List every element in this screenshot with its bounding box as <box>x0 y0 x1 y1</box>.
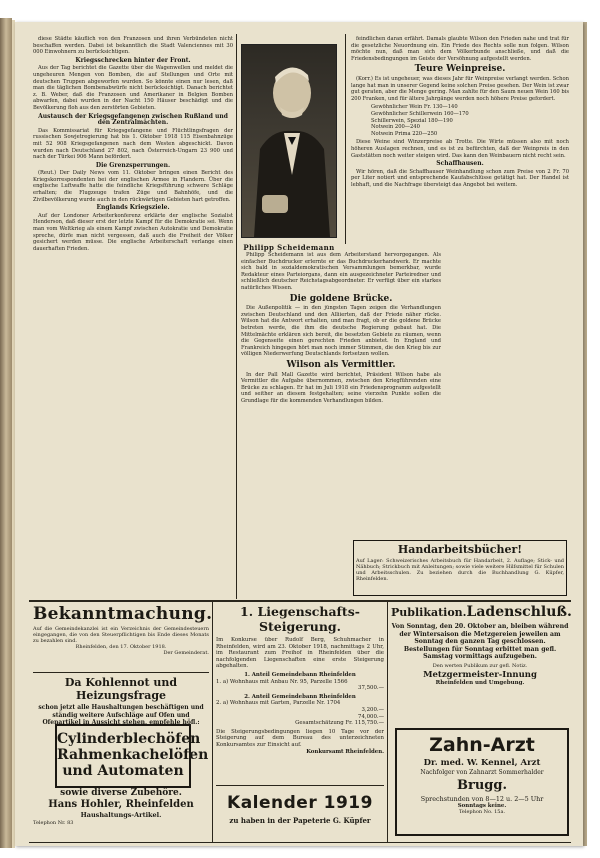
column-rule-2 <box>345 34 346 244</box>
ad-column-rule-1 <box>212 602 213 842</box>
zahnarzt-sub: Nachfolger von Zahnarzt Sommerhalder <box>420 769 544 776</box>
wine-price-row: Notwein 200—240 <box>371 124 420 131</box>
col1-text-4: Auf der Londoner Arbeiterkonferenz erklärte der englische Sozialist Henderson, daß dieser erst der letzte Kampf für die Demokratie sei. Wenn man vom Weltkrieg als einem Kampf zwischen Autokratie und Demokratie spreche, dürfe man nicht vergessen, daß auch die Freiheit der Völker gesichert werden müsse. Die englische Arbeiterschaft verlange einen dauerhaften Frieden. <box>33 212 233 252</box>
column-3 <box>351 36 569 536</box>
col2-text-1: Die Außenpolitik — in den jüngsten Tagen zeigen die Verhandlungen zwischen Deutschland und den Alliierten, daß der Friede näher rücke. Wilson hat die Antwort erhalten, und man fragt, ob er die goldene Brücke betreten werde, die ihm die deutsche Regierung gebaut hat. Die Mittelmächte erklären sich bereit, die besetzten Gebiete zu räumen, wenn die Gegenseite einen gerechten Frieden anbietet. In England und Frankreich hingegen hört man noch immer Stimmen, die den Krieg bis zur völligen Niederwerfung Deutschlands fortsetzen wollen. <box>241 305 441 358</box>
col2-text-2: In der Pall Mall Gazette wird berichtet, Präsident Wilson habe als Vermittler die Aufgabe übernommen, zwischen den Kriegführenden eine Brücke zu schlagen. Er hat im Juli 1918 ein Friedensprogramm aufgestellt und seither an diesem festgehalten; seine vierzehn Punkte sollen die Grundlage für die kommenden Verhandlungen bilden. <box>241 371 441 404</box>
bekanntmachung-place: Rheinfelden, den 17. Oktober 1918. <box>75 644 167 650</box>
wine-price-row: Gewöhnlicher Wein Fr. 130—140 <box>371 104 458 111</box>
handarbeit-title: Handarbeitsbücher! <box>397 543 523 556</box>
ladenschluss-title-2: Ladenschluß. <box>466 604 572 620</box>
ofen-line-1: Cylinderblechöfen <box>57 731 201 747</box>
hohler-sub: Haushaltungs-Artikel. <box>80 811 162 819</box>
kohlennot-title: Da Kohlennot und Heizungsfrage <box>64 676 178 702</box>
ofen-line-3: und Automaten <box>62 763 184 779</box>
liegenschaft-total-value: 115,750.— <box>354 720 384 727</box>
ladenschluss-header <box>391 604 572 620</box>
liegenschaft-total-label: Gesamtschätzung Fr. <box>295 720 353 727</box>
col1-lead: diese Städte käuflich von den Franzosen und ihren Verbündeten nicht beschaffen werden. Dabei ist bekanntlich die Stadt Valenciennes mit 30 000 Einwohnern zu berücksichtigen. <box>33 36 233 56</box>
scheidemann-portrait <box>241 44 337 238</box>
bekanntmachung-title: Bekanntmachung. <box>33 604 213 624</box>
zahnarzt-phone: Telephon No. 15a. <box>458 809 506 815</box>
ladenschluss-note: Den werten Publikum zur gefl. Notiz. <box>432 662 528 669</box>
ladenschluss-ad <box>391 604 572 722</box>
ad-divider-1a <box>33 672 209 673</box>
liegenschaft-item-1: 1. a) Wohnhaus mit Anbau Nr. 95, Parzelle 1566 <box>216 678 348 685</box>
kohlennot-ad <box>33 676 209 726</box>
ads-top-rule <box>29 600 571 602</box>
zahnarzt-ad <box>395 728 569 836</box>
ladenschluss-sign: Metzgermeister-Innung <box>423 669 537 680</box>
ofen-box <box>55 724 209 788</box>
hohler-name: Hans Hohler, Rheinfelden <box>48 799 194 810</box>
ad-divider-2 <box>216 785 384 786</box>
zahnarzt-name: Dr. med. W. Kennel, Arzt <box>423 758 541 768</box>
col3-heading-1: Teure Weinpreise. <box>414 64 506 75</box>
liegenschaft-sign: Konkursamt Rheinfelden. <box>306 748 384 755</box>
col1-heading-3: Die Grenzsperrungen. <box>95 161 171 169</box>
col1-heading-1: Kriegsschrecken hinter der Front. <box>75 56 191 64</box>
zahnarzt-title: Zahn-Arzt <box>429 734 535 756</box>
col2-heading-2: Wilson als Vermittler. <box>286 359 396 370</box>
col2-heading-1: Die goldene Brücke. <box>289 293 393 304</box>
wine-price-row: Notwein Prima 220—250 <box>371 130 438 137</box>
photo-caption: Philipp Scheidemann <box>243 243 335 252</box>
liegenschaft-sub-1: 1. Anteil Gemeindebann Rheinfelden <box>244 671 356 678</box>
bekanntmachung-text: Auf die Gemeindekanzlei ist ein Verzeichnis der Gemeindesteuern eingegangen, die von den Steuerpflichtigen bis Ende dieses Monats zu bezahlen sind. <box>33 626 209 644</box>
ladenschluss-title-1: Publikation. <box>391 606 467 619</box>
col1-text-1: Aus der Tag berichtet die Gazette über die Wagenwellen und meldet die ungeheuren Mengen von Bomben, die auf Stellungen und Orte mit deutschen Truppen abgeworfen wurden. So könnte einen nur lesen, daß man die täglichen Bombenabwürfe nicht berücksichtigt. Danach berichtet z. B. Weber, daß die Franzosen und Amerikaner in Belgien Bomben abwarfen, dabei wurden in der Nacht 150 Häuser beschädigt und die Bevölkerung floh aus den zerstörten Gebieten. <box>33 65 233 111</box>
kalender-sub: zu haben in der Papeterie G. Küpfer <box>229 816 371 825</box>
liegenschaft-conditions: Die Steigerungsbedingungen liegen 10 Tage vor der Steigerung auf dem Bureau des unterzeichneten Konkursamtes zur Einsicht auf. <box>216 728 384 748</box>
zahnarzt-sunday: Sonntags keine. <box>457 803 507 809</box>
book-spine <box>583 22 587 846</box>
col3-text-1: (Korr.) Es ist ungeheuer, was dieses Jahr für Weinpreise verlangt werden. Schon lange hat man in unserer Gegend keine solchen Preise gesehen. Der Wein ist zwar gut geraten, aber die Menge gering. Man zahlte für den Saum neuen Wein 160 bis 200 Franken, und für ältere Jahrgänge werden noch höhere Preise gefordert. <box>351 75 569 102</box>
wine-price-row: Schillerwein, Spezial 180—190 <box>371 117 453 124</box>
zahnarzt-hours: Sprechstunden von 8—12 u. 2—5 Uhr <box>420 795 544 803</box>
ladenschluss-sign-2: Rheinfelden und Umgebung. <box>435 679 525 686</box>
col3-heading-2: Schaffhausen. <box>436 160 484 168</box>
column-1 <box>33 36 233 596</box>
bekanntmachung-ad <box>33 604 213 670</box>
col1-text-3: (Reut.) Der Daily News vom 11. Oktober bringen einen Bericht des Kriegskorrespondenten bei der englischen Armee in Flandern. Über die englische Luftwaffe hatte die feindliche Kriegsführung schwere Schläge erhalten; die Flugzeuge trafen Züge und Bahnhöfe, und die Zivilbevölkerung wurde auch in den rückwärtigen Gebieten hart getroffen. <box>33 170 233 203</box>
handarbeit-ad <box>353 540 567 596</box>
col3-lead: feindlichen daran erfährt. Damals glaubte Wilson den Frieden nahe und trat für die gesetzliche Neuordnung ein. Ein Friede des Rechts solle nun folgen. Wilson möchte nun, daß man sich dem Völkerbunde anschließe, und daß die Friedensbedingungen im Geiste der Versöhnung aufgestellt werden. <box>351 36 569 62</box>
hohler-ad <box>33 788 209 838</box>
wine-price-list <box>371 104 569 137</box>
liegenschaft-total <box>216 720 384 727</box>
liegenschaft-ad <box>216 604 384 782</box>
liegenschaft-value-1: 37,500.— <box>358 685 384 692</box>
col1-text-2: Das Kommissariat für Kriegsgefangene und Flüchtlingsfragen der russischen Sowjetregierung hat bis 1. Oktober 1918 115 Eisenbahnzüge mit 52 908 Kriegsgefangenen nach dem Westen abgeschickt. Davon wurden nach Deutschland 27 802, nach Österreich-Ungarn 23 900 und nach der Türkei 906 Mann befördert. <box>33 127 233 161</box>
liegenschaft-value-2: 3,200.— <box>361 706 384 713</box>
hohler-text: sowie diverse Zubehöre. <box>60 788 182 798</box>
ad-column-rule-2 <box>387 602 388 842</box>
ladenschluss-text: Von Sonntag, den 20. Oktober an, bleiben während der Wintersaison die Metzgereien jeweilen am Sonntag den ganzen Tag geschlossen. Bestellungen für Sonntag erbittet man gefl. Samstag vormittags aufzugeben. <box>391 623 569 661</box>
handarbeit-text: Auf Lager: Schweizerisches Arbeitsbuch für Handarbeit, 2. Auflage; Stick- und Nähbuch; Strickbuch mit Anleitungen; sowie viele weitere Hilfsmittel für Schulen und Arbeitsschulen. Zu beziehen durch die Buchhandlung G. Küpfer, Rheinfelden. <box>356 558 564 582</box>
zahnarzt-town: Brugg. <box>457 778 507 793</box>
bekanntmachung-sign: Der Gemeinderat. <box>163 650 209 656</box>
portrait-figure <box>242 45 336 237</box>
liegenschaft-sub-2: 2. Anteil Gemeindebann Rheinfelden <box>244 693 356 700</box>
col2-intro: Philipp Scheidemann ist aus dem Arbeiterstand hervorgegangen. Als einfacher Buchdrucker erlernte er das Buchdruckerhandwerk. Er machte sich bald in sozialdemokratischen Versammlungen bemerkbar, wurde Redakteur eines Parteiorgans, dann ein ausgezeichneter Parteiredner und schließlich deutscher Reichstagsabgeordneter. Er verfügt über ein starkes natürliches Wissen. <box>241 252 441 291</box>
liegenschaft-item-2: 2. a) Wohnhaus mit Garten, Parzelle Nr. 1704 <box>216 700 341 707</box>
kalender-ad <box>216 789 384 839</box>
column-rule-1 <box>236 34 237 599</box>
newspaper-page <box>15 22 583 846</box>
liegenschaft-text: Im Konkurse über Rudolf Berg, Schuhmacher in Rheinfelden, wird am 23. Oktober 1918, nachmittags 2 Uhr, im Restaurant zum Freihof in Rheinfelden über die nachfolgenden Liegenschaften eine erste Steigerung abgehalten. <box>216 637 384 670</box>
kalender-title: Kalender 1919 <box>227 793 373 813</box>
col1-heading-2: Austausch der Kriegsgefangenen zwischen Rußland und den Zentralmächten. <box>38 112 228 127</box>
ads-bottom-rule <box>29 842 571 843</box>
ofen-line-2: Rahmenkachelöfen <box>57 747 209 763</box>
col3-text-3: Wir hören, daß die Schaffhauser Weinhandlung schon zum Preise von 2 Fr. 70 per Liter notiert und entsprechende Kaufabschlüsse getätigt hat. Der Handel ist lebhaft, und die Nachfrage übersteigt das Angebot bei weitem. <box>351 168 569 188</box>
book-edge <box>0 18 12 848</box>
col1-heading-4: Englands Kriegsziele. <box>96 204 170 212</box>
col3-text-2: Diese Weine sind Winzerpreise ab Trotte. Die Wirte müssen also mit noch höheren Auslagen rechnen, und es ist zu befürchten, daß der Weinpreis in den Gaststätten noch weiter steigen wird. Das kann den Weinbauern nicht recht sein. <box>351 139 569 159</box>
liegenschaft-title: 1. Liegenschafts-Steigerung. <box>240 604 360 634</box>
hohler-phone: Telephon Nr. 83 <box>33 820 74 826</box>
wine-price-row: Gewöhnlicher Schillerwein 160—170 <box>371 110 469 117</box>
liegenschaft-value-3: 74,000.— <box>358 713 384 720</box>
kohlennot-text: schon jetzt alle Haushaltungen beschäftigen und ständig weitere Aufschläge auf Ofen und Ofenartikel in Aussicht stehen, empfehle höfl.: <box>38 704 204 726</box>
